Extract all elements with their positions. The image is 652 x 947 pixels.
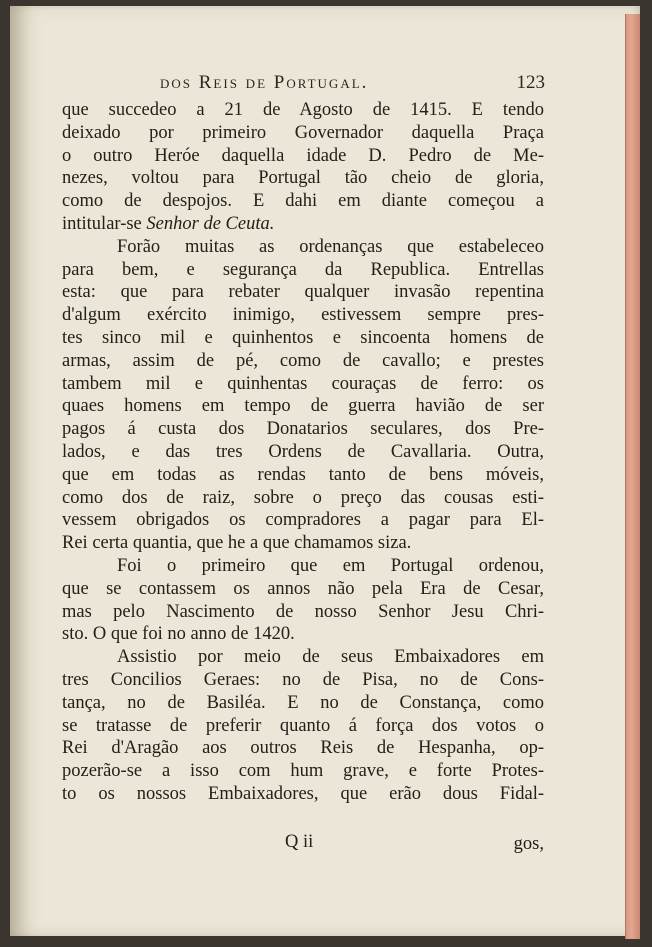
text-line: mas pelo Nascimento de nosso Senhor Jesu Chri- <box>62 601 544 622</box>
text-line: tambem mil e quinhentas couraças de ferro: os <box>62 373 544 394</box>
text-line-start: intitular-se <box>62 213 142 234</box>
italic-title: Senhor de Ceuta. <box>146 213 275 234</box>
text-line <box>62 213 544 236</box>
paragraph-start: Foi o primeiro que em Portugal ordenou, <box>117 555 544 576</box>
body-text <box>62 99 544 806</box>
paragraph-start: Assistio por meio de seus Embaixadores em <box>117 647 544 668</box>
page-edge <box>625 14 640 939</box>
text-line: nezes, voltou para Portugal tão cheio de gloria, <box>62 168 544 189</box>
text-line: como dos de raiz, sobre o preço das cousas esti- <box>62 487 544 508</box>
running-head: dos Reis de Portugal. <box>160 72 369 93</box>
text-line: lados, e das tres Ordens de Cavallaria. Outra, <box>62 441 544 462</box>
text-line: pozerão-se a isso com hum grave, e forte Protes- <box>62 761 544 782</box>
page-header <box>160 72 545 98</box>
text-line: deixado por primeiro Governador daquella Praça <box>62 122 544 143</box>
text-line: armas, assim de pé, como de cavallo; e prestes <box>62 350 544 371</box>
page-footer <box>62 832 544 856</box>
catchword: gos, <box>513 834 544 854</box>
text-line: quaes homens em tempo de guerra havião de ser <box>62 396 544 417</box>
signature-mark: Q ii <box>285 832 314 852</box>
text-line: vessem obrigados os compradores a pagar para El- <box>62 510 544 531</box>
text-line: para bem, e segurança da Republica. Entrellas <box>62 259 544 280</box>
text-line: tança, no de Basiléa. E no de Constança, como <box>62 692 544 713</box>
text-line: sto. O que foi no anno de 1420. <box>62 624 295 645</box>
text-line: se tratasse de preferir quanto á força dos votos o <box>62 715 544 736</box>
text-line: Rei d'Aragão aos outros Reis de Hespanha, op- <box>62 738 544 759</box>
text-line: tes sinco mil e quinhentos e sincoenta homens de <box>62 327 544 348</box>
text-line: que se contassem os annos não pela Era de Cesar, <box>62 578 544 599</box>
paragraph-start: Forão muitas as ordenanças que estabeleceo <box>117 236 544 257</box>
text-line: que em todas as rendas tanto de bens móveis, <box>62 464 544 485</box>
text-line: como de despojos. E dahi em diante começou a <box>62 191 544 212</box>
text-line: esta: que para rebater qualquer invasão repentina <box>62 282 544 303</box>
text-line: Rei certa quantia, que he a que chamamos siza. <box>62 533 412 554</box>
text-line: que succedeo a 21 de Agosto de 1415. E tendo <box>62 100 544 120</box>
page-number: 123 <box>516 72 545 93</box>
text-line: pagos á custa dos Donatarios seculares, dos Pre- <box>62 419 544 440</box>
text-line: d'algum exército inimigo, estivessem sempre pres- <box>62 305 544 326</box>
text-line: to os nossos Embaixadores, que erão dous Fidal- <box>62 783 544 804</box>
text-line: o outro Heróe daquella idade D. Pedro de Me- <box>62 145 544 166</box>
text-line: tres Concilios Geraes: no de Pisa, no de Cons- <box>62 669 544 690</box>
